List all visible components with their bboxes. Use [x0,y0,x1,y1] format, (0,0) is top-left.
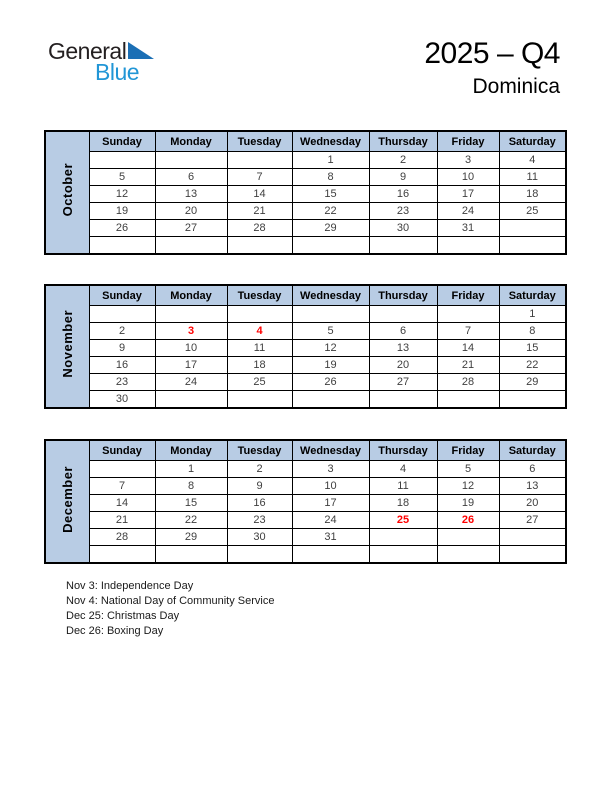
empty-date-cell [437,529,499,546]
day-header: Thursday [369,440,437,461]
day-header: Saturday [499,131,566,152]
day-header: Wednesday [292,440,369,461]
date-cell: 17 [155,357,227,374]
empty-date-cell [499,237,566,255]
empty-date-cell [89,152,155,169]
holiday-legend [66,579,274,639]
date-cell: 28 [227,220,292,237]
empty-date-cell [89,546,155,564]
holiday-item: Dec 26: Boxing Day [66,625,164,637]
empty-date-cell [292,546,369,564]
month-table-december [44,439,567,564]
week-row [45,546,566,564]
day-header: Wednesday [292,285,369,306]
date-cell: 31 [292,529,369,546]
empty-date-cell [227,237,292,255]
date-cell: 2 [227,461,292,478]
page-subtitle: Dominica [472,74,560,98]
date-cell: 27 [369,374,437,391]
holiday-item: Nov 4: National Day of Community Service [66,595,275,607]
date-cell: 20 [499,495,566,512]
date-cell: 13 [155,186,227,203]
month-label: October [45,131,89,254]
date-cell: 25 [227,374,292,391]
empty-date-cell [437,237,499,255]
empty-date-cell [155,306,227,323]
day-header: Monday [155,131,227,152]
day-header: Saturday [499,285,566,306]
empty-date-cell [89,461,155,478]
month-table-october [44,130,567,255]
logo-word-general: General [48,38,127,64]
date-cell: 21 [437,357,499,374]
date-cell: 5 [437,461,499,478]
date-cell: 6 [499,461,566,478]
date-cell: 22 [292,203,369,220]
date-cell: 15 [155,495,227,512]
date-cell: 19 [292,357,369,374]
date-cell: 6 [369,323,437,340]
date-cell: 22 [499,357,566,374]
date-cell: 13 [499,478,566,495]
date-cell: 26 [437,512,499,529]
logo-word-blue: Blue [95,59,140,85]
date-cell: 7 [437,323,499,340]
date-cell: 5 [292,323,369,340]
date-cell: 19 [89,203,155,220]
date-cell: 26 [89,220,155,237]
date-cell: 1 [499,306,566,323]
week-row [45,495,566,512]
empty-date-cell [499,220,566,237]
month-label: December [45,440,89,563]
date-cell: 30 [369,220,437,237]
day-header: Friday [437,285,499,306]
date-cell: 25 [499,203,566,220]
date-cell: 27 [155,220,227,237]
week-row [45,323,566,340]
empty-date-cell [369,237,437,255]
date-cell: 19 [437,495,499,512]
date-cell: 8 [292,169,369,186]
day-header: Sunday [89,285,155,306]
date-cell: 17 [437,186,499,203]
date-cell: 11 [369,478,437,495]
empty-date-cell [437,546,499,564]
date-cell: 9 [369,169,437,186]
header-titles [424,38,560,98]
date-cell: 24 [437,203,499,220]
date-cell: 4 [227,323,292,340]
week-row [45,529,566,546]
date-cell: 31 [437,220,499,237]
empty-date-cell [227,306,292,323]
empty-date-cell [227,152,292,169]
date-cell: 30 [227,529,292,546]
week-row [45,340,566,357]
empty-date-cell [155,237,227,255]
date-cell: 29 [292,220,369,237]
date-cell: 8 [499,323,566,340]
date-cell: 11 [499,169,566,186]
week-row [45,306,566,323]
date-cell: 9 [89,340,155,357]
empty-date-cell [292,237,369,255]
date-cell: 16 [227,495,292,512]
empty-date-cell [227,391,292,409]
date-cell: 11 [227,340,292,357]
week-row [45,374,566,391]
date-cell: 28 [437,374,499,391]
date-cell: 3 [437,152,499,169]
date-cell: 21 [89,512,155,529]
month-label: November [45,285,89,408]
empty-date-cell [155,152,227,169]
date-cell: 29 [499,374,566,391]
week-row [45,203,566,220]
date-cell: 29 [155,529,227,546]
week-row [45,357,566,374]
week-row [45,461,566,478]
date-cell: 18 [369,495,437,512]
date-cell: 7 [227,169,292,186]
empty-date-cell [369,529,437,546]
date-cell: 4 [499,152,566,169]
date-cell: 10 [437,169,499,186]
day-header: Saturday [499,440,566,461]
date-cell: 14 [437,340,499,357]
date-cell: 24 [292,512,369,529]
date-cell: 28 [89,529,155,546]
week-row [45,169,566,186]
date-cell: 15 [292,186,369,203]
date-cell: 30 [89,391,155,409]
date-cell: 26 [292,374,369,391]
date-cell: 1 [155,461,227,478]
week-row [45,152,566,169]
date-cell: 16 [89,357,155,374]
day-header: Wednesday [292,131,369,152]
week-row [45,478,566,495]
day-header: Monday [155,285,227,306]
day-header: Thursday [369,131,437,152]
date-cell: 23 [227,512,292,529]
empty-date-cell [292,306,369,323]
date-cell: 3 [155,323,227,340]
date-cell: 2 [369,152,437,169]
week-row [45,186,566,203]
date-cell: 13 [369,340,437,357]
date-cell: 23 [369,203,437,220]
date-cell: 3 [292,461,369,478]
day-header: Tuesday [227,131,292,152]
date-cell: 27 [499,512,566,529]
month-table-november [44,284,567,409]
day-header: Sunday [89,440,155,461]
empty-date-cell [155,546,227,564]
day-header: Sunday [89,131,155,152]
empty-date-cell [437,306,499,323]
date-cell: 12 [292,340,369,357]
day-header: Tuesday [227,440,292,461]
date-cell: 17 [292,495,369,512]
date-cell: 9 [227,478,292,495]
date-cell: 15 [499,340,566,357]
date-cell: 20 [369,357,437,374]
logo-triangle-icon [128,42,154,59]
week-row [45,237,566,255]
empty-date-cell [369,391,437,409]
date-cell: 20 [155,203,227,220]
day-header: Monday [155,440,227,461]
date-cell: 16 [369,186,437,203]
date-cell: 18 [499,186,566,203]
empty-date-cell [369,546,437,564]
date-cell: 7 [89,478,155,495]
week-row [45,512,566,529]
empty-date-cell [499,391,566,409]
date-cell: 1 [292,152,369,169]
general-blue-logo [48,40,168,85]
day-header: Thursday [369,285,437,306]
date-cell: 5 [89,169,155,186]
holiday-item: Nov 3: Independence Day [66,580,194,592]
empty-date-cell [227,546,292,564]
empty-date-cell [155,391,227,409]
date-cell: 8 [155,478,227,495]
date-cell: 2 [89,323,155,340]
date-cell: 14 [227,186,292,203]
date-cell: 23 [89,374,155,391]
date-cell: 18 [227,357,292,374]
empty-date-cell [499,546,566,564]
date-cell: 22 [155,512,227,529]
empty-date-cell [89,237,155,255]
empty-date-cell [369,306,437,323]
date-cell: 25 [369,512,437,529]
date-cell: 24 [155,374,227,391]
date-cell: 10 [292,478,369,495]
empty-date-cell [292,391,369,409]
empty-date-cell [89,306,155,323]
day-header: Friday [437,131,499,152]
page-title: 2025 – Q4 [424,37,560,70]
day-header: Friday [437,440,499,461]
date-cell: 4 [369,461,437,478]
empty-date-cell [499,529,566,546]
date-cell: 12 [437,478,499,495]
holiday-item: Dec 25: Christmas Day [66,610,180,622]
date-cell: 10 [155,340,227,357]
date-cell: 14 [89,495,155,512]
week-row [45,220,566,237]
date-cell: 21 [227,203,292,220]
date-cell: 12 [89,186,155,203]
empty-date-cell [437,391,499,409]
date-cell: 6 [155,169,227,186]
day-header: Tuesday [227,285,292,306]
week-row [45,391,566,409]
